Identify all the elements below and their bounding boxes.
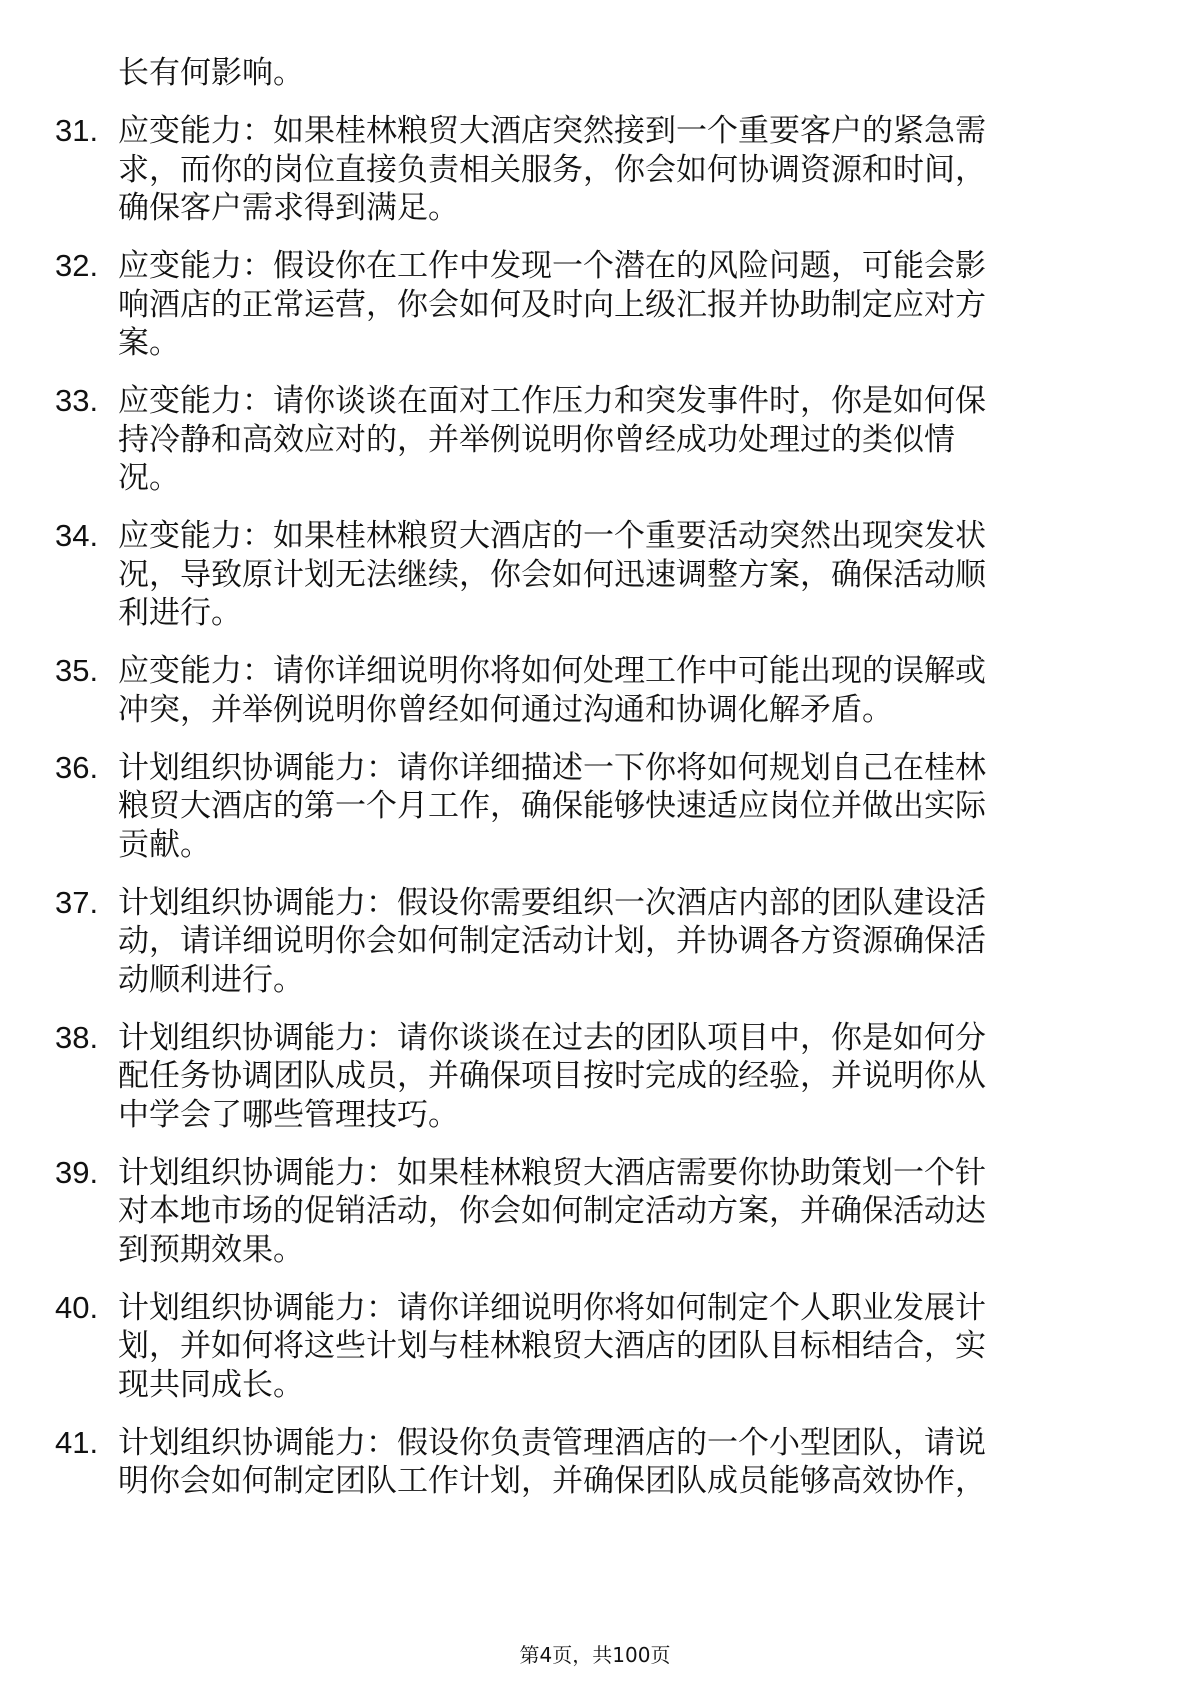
text-line: 计划组织协调能力：请你详细说明你将如何制定个人职业发展计 (118, 1289, 986, 1326)
text-line: 案。 (118, 325, 180, 361)
text-line: 确保客户需求得到满足。 (118, 190, 459, 226)
text-line: 响酒店的正常运营，你会如何及时向上级汇报并协助制定应对方 (118, 286, 986, 323)
text-line: 况。 (118, 460, 180, 496)
text-line: 长有何影响。 (118, 55, 304, 91)
question-text (118, 652, 1190, 729)
question-text (118, 247, 1190, 363)
text-line: 求，而你的岗位直接负责相关服务，你会如何协调资源和时间， (118, 151, 986, 188)
question-text (118, 517, 1190, 633)
text-line: 划，并如何将这些计划与桂林粮贸大酒店的团队目标相结合，实 (118, 1328, 986, 1364)
text-line: 贡献。 (118, 826, 211, 863)
question-list (0, 54, 1190, 1501)
question-item-33 (0, 382, 1190, 498)
text-line: 现共同成长。 (118, 1366, 304, 1403)
question-item-40 (0, 1289, 1190, 1405)
text-line: 计划组织协调能力：请你谈谈在过去的团队项目中，你是如何分 (118, 1019, 986, 1056)
question-text (118, 1154, 1190, 1270)
text-line: 利进行。 (118, 595, 242, 631)
question-item-41 (0, 1424, 1190, 1501)
question-item-38 (0, 1019, 1190, 1135)
question-number: 38. (55, 1019, 99, 1055)
question-number: 39. (55, 1154, 99, 1190)
question-number: 36. (55, 749, 99, 785)
question-number: 41. (55, 1424, 99, 1460)
text-line: 应变能力：如果桂林粮贸大酒店的一个重要活动突然出现突发状 (118, 518, 986, 554)
text-line: 应变能力：请你谈谈在面对工作压力和突发事件时，你是如何保 (118, 383, 986, 419)
question-number: 34. (55, 518, 99, 553)
text-line: 动顺利进行。 (118, 961, 304, 998)
question-item-31 (0, 112, 1190, 228)
question-item-32 (0, 247, 1190, 363)
question-number: 31. (55, 113, 99, 148)
text-line: 计划组织协调能力：如果桂林粮贸大酒店需要你协助策划一个针 (118, 1154, 986, 1191)
question-number: 32. (55, 248, 99, 283)
text-line: 计划组织协调能力：假设你负责管理酒店的一个小型团队，请说 (118, 1424, 986, 1461)
question-item-35 (0, 652, 1190, 729)
text-line: 应变能力：请你详细说明你将如何处理工作中可能出现的误解或 (118, 653, 986, 689)
question-number: 35. (55, 653, 99, 688)
text-line: 对本地市场的促销活动，你会如何制定活动方案，并确保活动达 (118, 1193, 986, 1229)
page-number-footer: 第4页，共100页 (519, 1643, 671, 1667)
text-line: 计划组织协调能力：假设你需要组织一次酒店内部的团队建设活 (118, 884, 986, 921)
text-line: 冲突，并举例说明你曾经如何通过沟通和协调化解矛盾。 (118, 691, 893, 728)
question-text (118, 1424, 1190, 1501)
text-line: 应变能力：如果桂林粮贸大酒店突然接到一个重要客户的紧急需 (118, 113, 986, 149)
text-line: 况，导致原计划无法继续，你会如何迅速调整方案，确保活动顺 (118, 556, 986, 593)
question-item-37 (0, 884, 1190, 1000)
question-number: 33. (55, 383, 99, 418)
text-line: 动，请详细说明你会如何制定活动计划，并协调各方资源确保活 (118, 923, 986, 959)
text-line: 持冷静和高效应对的，并举例说明你曾经成功处理过的类似情 (118, 421, 955, 458)
text-line: 计划组织协调能力：请你详细描述一下你将如何规划自己在桂林 (118, 749, 986, 786)
question-number: 40. (55, 1289, 99, 1325)
question-text (118, 884, 1190, 1000)
text-line: 粮贸大酒店的第一个月工作，确保能够快速适应岗位并做出实际 (118, 788, 986, 824)
question-text (118, 382, 1190, 498)
text-line: 到预期效果。 (118, 1231, 304, 1268)
question-item-34 (0, 517, 1190, 633)
text-line: 配任务协调团队成员，并确保项目按时完成的经验，并说明你从 (118, 1058, 986, 1094)
text-line: 中学会了哪些管理技巧。 (118, 1096, 459, 1133)
text-line: 应变能力：假设你在工作中发现一个潜在的风险问题，可能会影 (118, 248, 986, 284)
question-text (118, 749, 1190, 865)
question-text (118, 1019, 1190, 1135)
question-item-36 (0, 749, 1190, 865)
question-item-39 (0, 1154, 1190, 1270)
text-line: 明你会如何制定团队工作计划，并确保团队成员能够高效协作， (118, 1463, 986, 1499)
question-text (118, 1289, 1190, 1405)
continuation-text (118, 54, 1190, 93)
question-number: 37. (55, 884, 99, 920)
question-text (118, 112, 1190, 228)
